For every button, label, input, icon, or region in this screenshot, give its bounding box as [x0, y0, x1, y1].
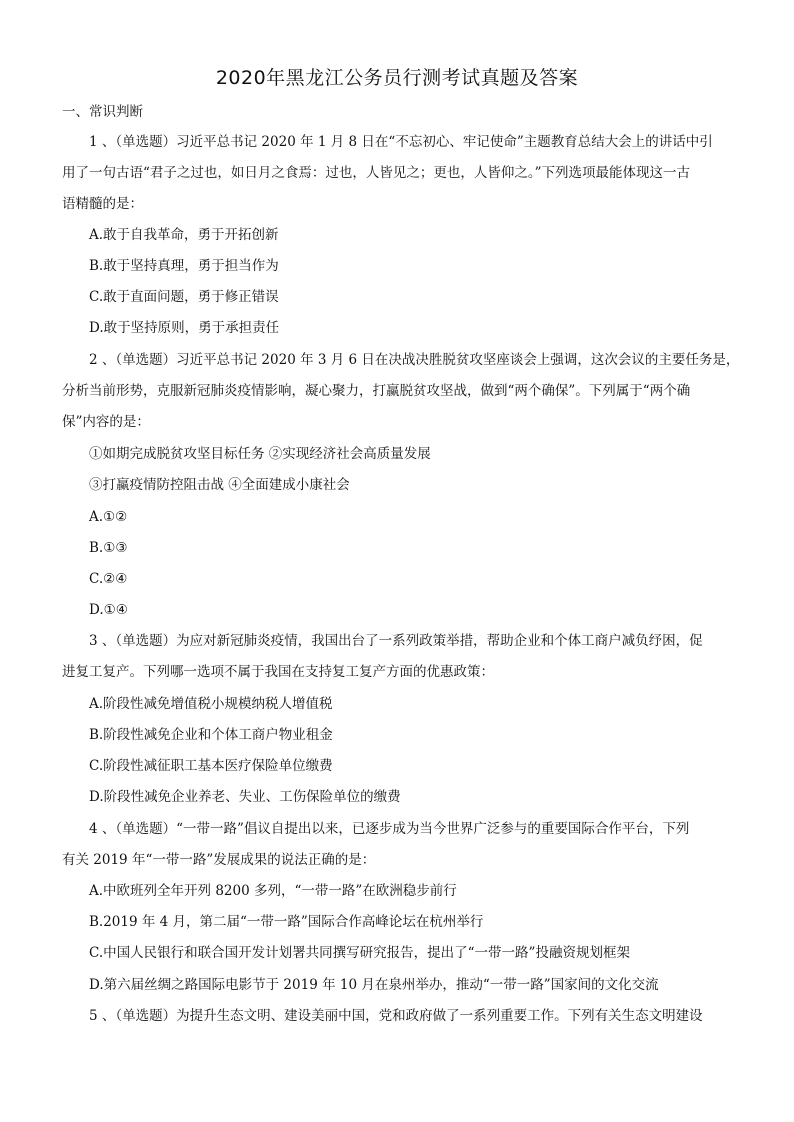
- q2-option-c: C.②④: [89, 571, 128, 587]
- q4-stem-line-1: 4 、（单选题）“一带一路”倡议自提出以来，已逐步成为当今世界广泛参与的重要国际合作平台，下列: [89, 821, 690, 837]
- q2-stem-line-3: 保”内容的是：: [62, 414, 150, 430]
- q1-stem-line-1: 1 、（单选题）习近平总书记 2020 年 1 月 8 日在“不忘初心、牢记使命”主题教育总结大会上的讲话中引: [89, 134, 713, 150]
- q2-stem-line-2: 分析当前形势，克服新冠肺炎疫情影响，凝心聚力，打赢脱贫攻坚战，做到“两个确保”。下列属于“两个确: [62, 383, 691, 399]
- q2-items-line-1: ①如期完成脱贫攻坚目标任务 ②实现经济社会高质量发展: [89, 446, 431, 462]
- q3-option-b: B.阶段性减免企业和个体工商户物业租金: [89, 727, 333, 743]
- q3-option-c: C.阶段性减征职工基本医疗保险单位缴费: [89, 758, 333, 774]
- q1-stem-line-2: 用了一句古语“君子之过也，如日月之食焉：过也，人皆见之；更也，人皆仰之。”下列选项最能体现这一古: [62, 165, 691, 181]
- q1-option-a: A.敢于自我革命，勇于开拓创新: [89, 227, 279, 243]
- q3-option-a: A.阶段性减免增值税小规模纳税人增值税: [89, 696, 333, 712]
- q1-option-c: C.敢于直面问题，勇于修正错误: [89, 289, 279, 305]
- q3-stem-line-1: 3 、（单选题）为应对新冠肺炎疫情，我国出台了一系列政策举措，帮助企业和个体工商户减负纾困，促: [89, 633, 703, 649]
- q3-stem-line-2: 进复工复产。下列哪一选项不属于我国在支持复工复产方面的优惠政策：: [62, 664, 494, 680]
- q2-items-line-2: ③打赢疫情防控阻击战 ④全面建成小康社会: [89, 477, 350, 493]
- q5-stem-line-1: 5 、（单选题）为提升生态文明、建设美丽中国，党和政府做了一系列重要工作。下列有关生态文明建设: [89, 1008, 703, 1024]
- q2-stem-line-1: 2 、（单选题）习近平总书记 2020 年 3 月 6 日在决战决胜脱贫攻坚座谈会上强调，这次会议的主要任务是，: [89, 352, 740, 368]
- q1-stem-line-3: 语精髓的是：: [62, 196, 143, 212]
- q2-option-a: A.①②: [89, 509, 128, 525]
- page-title: 2020年黑龙江公务员行测考试真题及答案: [215, 67, 579, 89]
- q2-option-d: D.①④: [89, 602, 128, 618]
- q1-option-d: D.敢于坚持原则，勇于承担责任: [89, 320, 280, 336]
- q4-option-c: C.中国人民银行和联合国开发计划署共同撰写研究报告，提出了“一带一路”投融资规划框架: [89, 945, 630, 961]
- q2-option-b: B.①③: [89, 540, 128, 556]
- q4-option-d: D.第六届丝绸之路国际电影节于 2019 年 10 月在泉州举办，推动“一带一路”国家间的文化交流: [89, 977, 659, 993]
- q3-option-d: D.阶段性减免企业养老、失业、工伤保险单位的缴费: [89, 789, 401, 805]
- q1-option-b: B.敢于坚持真理，勇于担当作为: [89, 258, 279, 274]
- q4-option-b: B.2019 年 4 月，第二届“一带一路”国际合作高峰论坛在杭州举行: [89, 914, 484, 930]
- section-heading: 一、常识判断: [62, 104, 143, 120]
- q4-stem-line-2: 有关 2019 年“一带一路”发展成果的说法正确的是：: [62, 852, 376, 868]
- q4-option-a: A.中欧班列全年开列 8200 多列，“一带一路”在欧洲稳步前行: [89, 883, 457, 899]
